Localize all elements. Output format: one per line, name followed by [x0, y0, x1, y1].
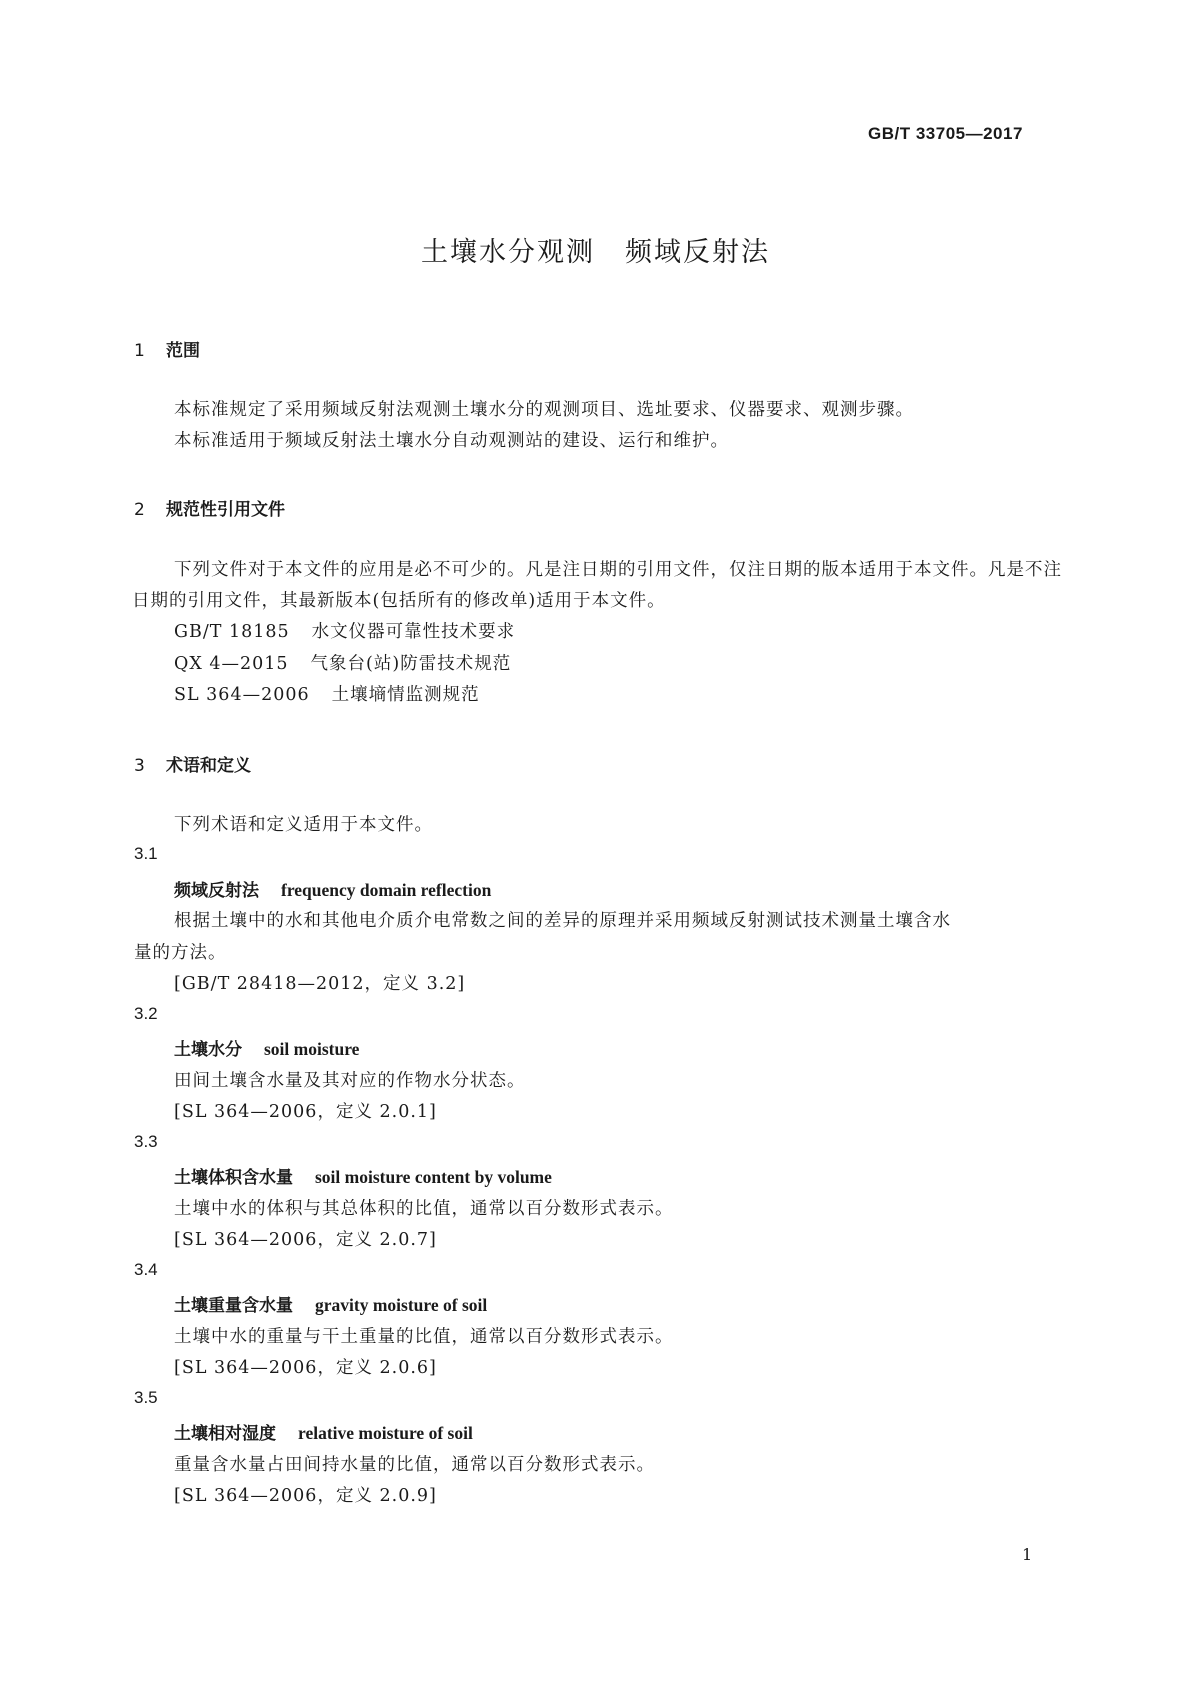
normative-reference: [174, 650, 511, 675]
term-en: frequency domain reflection: [281, 880, 492, 900]
term-en: soil moisture: [264, 1039, 360, 1059]
term-zh: 土壤相对湿度: [174, 1424, 276, 1444]
term-heading: [174, 1163, 552, 1188]
term-source: [SL 364—2006，定义 2.0.6]: [174, 1358, 437, 1378]
term-number: 3.2: [134, 1004, 158, 1023]
section-2-heading: [134, 495, 285, 520]
term-source: [SL 364—2006，定义 2.0.1]: [174, 1102, 437, 1122]
term-zh: 土壤体积含水量: [174, 1168, 293, 1188]
page-number: 1: [1022, 1545, 1033, 1564]
title-part-1: 土壤水分观测: [421, 237, 595, 268]
reference-title: 土壤墒情监测规范: [331, 685, 480, 705]
paragraph: 本标准适用于频域反射法土壤水分自动观测站的建设、运行和维护。: [174, 431, 729, 451]
term-en: soil moisture content by volume: [315, 1167, 552, 1187]
term-heading: [174, 1035, 359, 1060]
term-zh: 频域反射法: [174, 881, 259, 901]
normative-reference: [174, 618, 515, 643]
reference-title: 水文仪器可靠性技术要求: [311, 622, 516, 642]
section-3-heading: [134, 751, 251, 776]
term-definition: 土壤中水的重量与干土重量的比值，通常以百分数形式表示。: [174, 1327, 674, 1347]
title-part-2: 频域反射法: [625, 237, 770, 268]
section-number: 3: [134, 756, 145, 776]
term-definition: 田间土壤含水量及其对应的作物水分状态。: [174, 1071, 526, 1091]
page-title: [0, 230, 1191, 269]
term-zh: 土壤重量含水量: [174, 1296, 293, 1316]
term-definition: 根据土壤中的水和其他电介质介电常数之间的差异的原理并采用频域反射测试技术测量土壤含水: [174, 911, 951, 931]
reference-code: GB/T 18185: [174, 622, 290, 642]
term-heading: [174, 876, 491, 901]
paragraph: 下列术语和定义适用于本文件。: [174, 815, 433, 835]
section-title: 范围: [166, 341, 200, 361]
term-source: [SL 364—2006，定义 2.0.9]: [174, 1486, 437, 1506]
section-title: 规范性引用文件: [166, 500, 285, 520]
term-source: [SL 364—2006，定义 2.0.7]: [174, 1230, 437, 1250]
term-number: 3.5: [134, 1388, 158, 1407]
term-heading: [174, 1419, 473, 1444]
term-zh: 土壤水分: [174, 1040, 242, 1060]
term-number: 3.4: [134, 1260, 158, 1279]
term-heading: [174, 1291, 487, 1316]
paragraph: 本标准规定了采用频域反射法观测土壤水分的观测项目、选址要求、仪器要求、观测步骤。: [174, 400, 914, 420]
normative-reference: [174, 681, 480, 706]
section-1-heading: [134, 336, 200, 361]
term-en: relative moisture of soil: [298, 1423, 473, 1443]
reference-code: QX 4—2015: [174, 654, 289, 674]
term-source: [GB/T 28418—2012，定义 3.2]: [174, 974, 466, 994]
term-en: gravity moisture of soil: [315, 1295, 488, 1315]
reference-code: SL 364—2006: [174, 685, 310, 705]
term-number: 3.3: [134, 1132, 158, 1151]
standard-number: GB/T 33705—2017: [868, 124, 1023, 143]
reference-title: 气象台(站)防雷技术规范: [310, 654, 512, 674]
term-definition: 量的方法。: [134, 943, 227, 963]
term-definition: 土壤中水的体积与其总体积的比值，通常以百分数形式表示。: [174, 1199, 674, 1219]
section-number: 2: [134, 500, 145, 520]
term-definition: 重量含水量占田间持水量的比值，通常以百分数形式表示。: [174, 1455, 655, 1475]
section-number: 1: [134, 341, 145, 361]
paragraph: 下列文件对于本文件的应用是必不可少的。凡是注日期的引用文件，仅注日期的版本适用于本文件。凡是不注日期的引用文件，其最新版本(包括所有的修改单)适用于本文件。: [132, 560, 1062, 611]
term-number: 3.1: [134, 844, 158, 863]
section-title: 术语和定义: [166, 756, 251, 776]
